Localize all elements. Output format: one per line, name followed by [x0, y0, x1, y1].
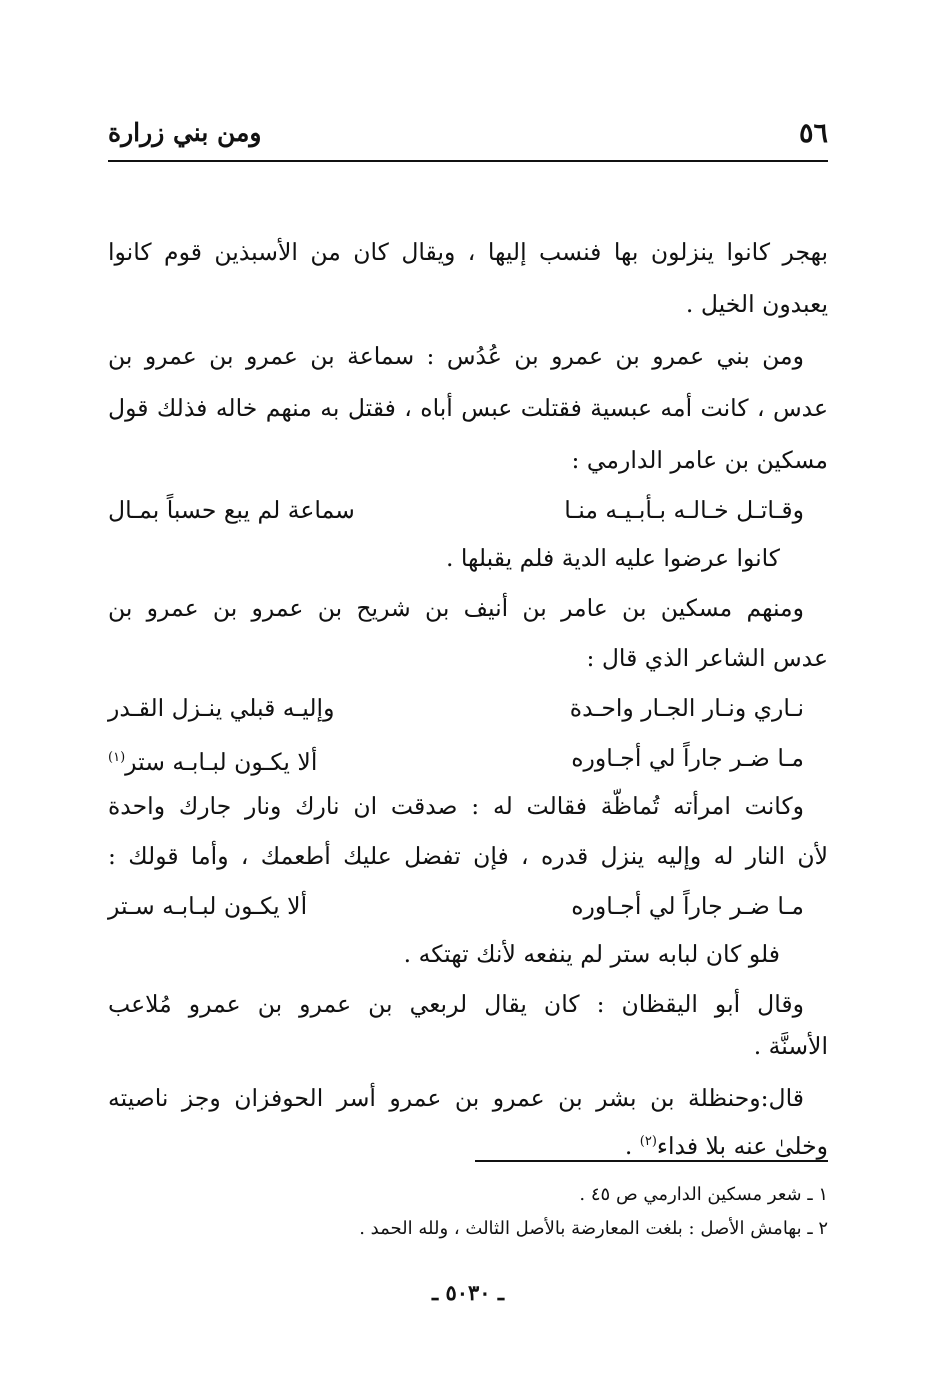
footnote-ref-1: (١): [108, 750, 126, 765]
verse-1-second-half: سماعة لم يبع حسباً بمـال: [108, 496, 355, 524]
text-line: فلو كان لبابه ستر لم ينفعه لأنك تهتكه .: [403, 940, 780, 968]
verse-3-second-half: ألا يكـون لبـابـه سـتر: [108, 892, 308, 920]
footnote-1: ١ ـ شعر مسكين الدارمي ص ٤٥ .: [579, 1184, 828, 1205]
text-line: لأن النار له وإليه ينزل قدره ، فإن تفضل عليك أطعمك ، وأما قولك :: [108, 842, 828, 870]
text-line: [625, 1122, 828, 1162]
verse-2-line-1-first-half: نـاري ونـار الجـار واحـدة: [569, 694, 804, 722]
header-rule: [108, 160, 828, 162]
footnote-ref-2: (٢): [639, 1134, 657, 1149]
text-line: عدس ، كانت أمه عبسية فقتلت عبس أباه ، فقتل به منهم خاله فذلك قول: [108, 394, 828, 422]
text-line: ومن بني عمرو بن عمرو بن عُدُس : سماعة بن عمرو بن عمرو بن: [108, 342, 804, 370]
footnote-rule: [475, 1160, 828, 1162]
text-line: ومنهم مسكين بن عامر بن أنيف بن شريح بن عمرو بن عمرو بن: [108, 594, 804, 622]
footnote-2: ٢ ـ بهامش الأصل : بلغت المعارضة بالأصل الثالث ، ولله الحمد .: [359, 1218, 828, 1239]
text-line: كانوا عرضوا عليه الدية فلم يقبلها .: [445, 544, 780, 572]
verse-2-line-2-second-half: [108, 738, 317, 778]
text-line: الأسنَّة .: [753, 1032, 828, 1060]
text-line: وكانت امرأته تُماظّة فقالت له : صدقت ان نارك ونار جارك واحدة: [108, 792, 804, 820]
text-line-end: .: [624, 1131, 640, 1160]
text-line: وقال أبو اليقظان : كان يقال لربعي بن عمرو بن عمرو مُلاعب: [108, 990, 804, 1018]
page-number: ٥٦: [798, 118, 828, 149]
text-line: بهجر كانوا ينزلون بها فنسب إليها ، ويقال كان من الأسبذين قوم كانوا: [108, 238, 828, 266]
page-header: [108, 118, 828, 158]
verse-1-first-half: وقـاتـل خـالـه بـأبـيـه منـا: [564, 496, 804, 524]
text-line: يعبدون الخيل .: [685, 290, 828, 318]
text-line-main: وخلىٰ عنه بلا فداء: [656, 1131, 828, 1160]
running-title: ومن بني زرارة: [108, 118, 262, 147]
page-footer-number: ـ ٥٠٣٠ ـ: [431, 1280, 505, 1305]
text-line: مسكين بن عامر الدارمي :: [571, 446, 828, 474]
text-line: قال:وحنظلة بن بشر بن عمرو بن عمرو أسر الحوفزان وجز ناصيته: [108, 1084, 804, 1112]
verse-2-line-2-first-half: مـا ضـر جاراً لي أجـاوره: [571, 744, 804, 772]
verse-3-first-half: مـا ضـر جاراً لي أجـاوره: [571, 892, 804, 920]
text-line: عدس الشاعر الذي قال :: [586, 644, 828, 672]
verse-2-line-1-second-half: وإليـه قبلي ينـزل القـدر: [108, 694, 335, 722]
verse-2-line-2-text: ألا يكـون لبـابـه ستر: [125, 747, 318, 776]
